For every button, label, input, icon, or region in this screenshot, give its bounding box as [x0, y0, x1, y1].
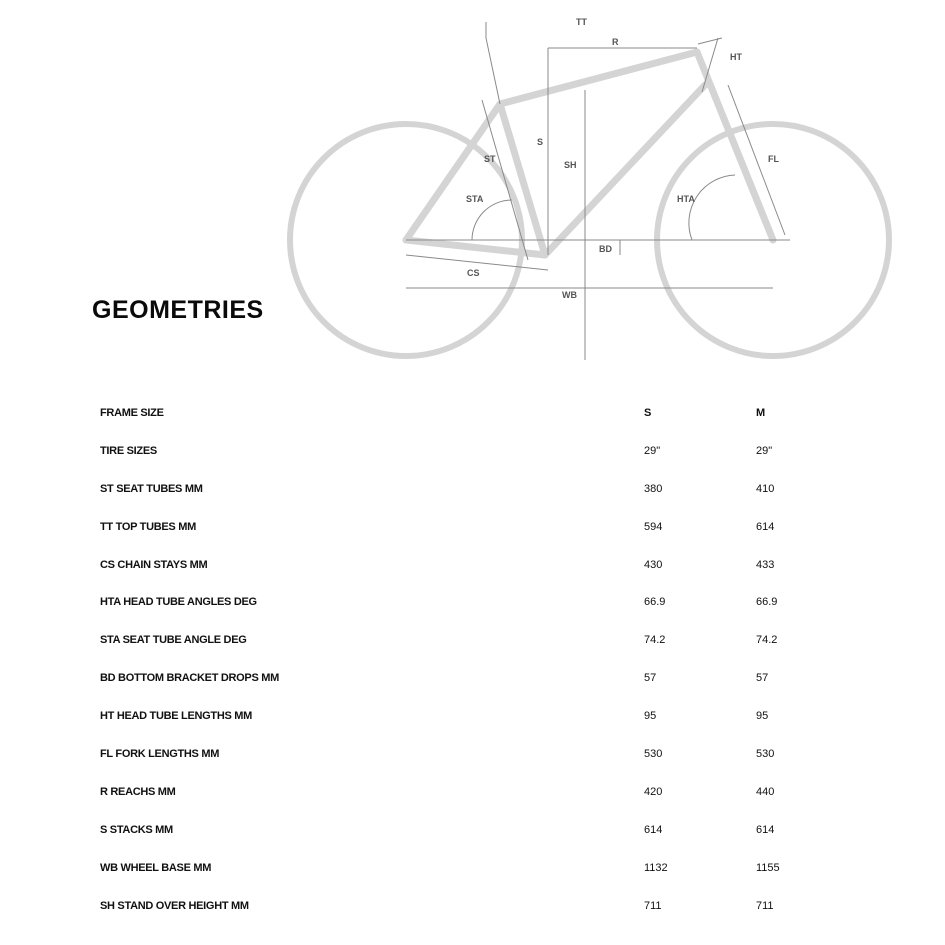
row-value-m: 74.2 — [756, 634, 778, 647]
geometry-table — [0, 396, 945, 926]
row-label: FL FORK LENGTHS MM — [100, 748, 220, 761]
label-sta: STA — [466, 194, 484, 204]
row-value-s: 530 — [644, 748, 663, 761]
label-wb: WB — [562, 290, 577, 300]
row-value-m: 530 — [756, 748, 775, 761]
table-row — [0, 851, 945, 889]
table-row — [0, 548, 945, 586]
label-hta: HTA — [677, 194, 695, 204]
label-s: S — [537, 137, 544, 147]
row-label: HT HEAD TUBE LENGTHS MM — [100, 710, 252, 723]
row-value-s: 380 — [644, 482, 663, 495]
label-tt: TT — [576, 17, 587, 27]
row-label: SH STAND OVER HEIGHT MM — [100, 899, 249, 912]
label-sh: SH — [564, 160, 577, 170]
row-value-s: 29" — [644, 444, 661, 457]
row-value-s: 74.2 — [644, 634, 666, 647]
row-value-m: 95 — [756, 710, 769, 723]
row-value-s: 57 — [644, 672, 657, 685]
table-row — [0, 585, 945, 623]
label-fl: FL — [768, 154, 779, 164]
row-value-s: 1132 — [644, 861, 668, 874]
label-bd: BD — [599, 244, 612, 254]
row-value-m: 711 — [756, 899, 774, 912]
table-row — [0, 699, 945, 737]
row-value-s: 711 — [644, 899, 662, 912]
table-row — [0, 813, 945, 851]
row-value-m: 614 — [756, 520, 775, 533]
table-row — [0, 737, 945, 775]
table-row — [0, 889, 945, 927]
row-value-s: 66.9 — [644, 596, 666, 609]
header-size-m: M — [756, 407, 766, 419]
row-label: CS CHAIN STAYS MM — [100, 558, 208, 571]
row-value-m: 29" — [756, 444, 773, 457]
label-ht: HT — [730, 52, 742, 62]
row-value-m: 614 — [756, 823, 775, 836]
row-value-m: 57 — [756, 672, 769, 685]
row-value-s: 614 — [644, 823, 663, 836]
table-row — [0, 472, 945, 510]
header-frame-size: FRAME SIZE — [100, 407, 164, 419]
table-header-row — [0, 396, 945, 434]
header-size-s: S — [644, 407, 652, 419]
row-value-s: 430 — [644, 558, 663, 571]
table-row — [0, 434, 945, 472]
row-label: WB WHEEL BASE MM — [100, 861, 212, 874]
row-value-m: 410 — [756, 482, 775, 495]
row-value-m: 1155 — [756, 861, 780, 874]
table-row — [0, 775, 945, 813]
label-st: ST — [484, 154, 496, 164]
label-r: R — [612, 37, 619, 47]
row-label: R REACHS MM — [100, 785, 176, 798]
dimension-lines — [406, 22, 790, 360]
table-row — [0, 623, 945, 661]
row-value-s: 420 — [644, 785, 663, 798]
label-cs: CS — [467, 268, 480, 278]
row-value-s: 594 — [644, 520, 663, 533]
row-value-s: 95 — [644, 710, 657, 723]
row-label: TIRE SIZES — [100, 444, 157, 457]
table-row — [0, 510, 945, 548]
table-row — [0, 661, 945, 699]
row-label: S STACKS MM — [100, 823, 173, 836]
row-label: TT TOP TUBES MM — [100, 520, 196, 533]
row-label: HTA HEAD TUBE ANGLES DEG — [100, 596, 257, 609]
row-value-m: 66.9 — [756, 596, 778, 609]
row-label: ST SEAT TUBES MM — [100, 482, 203, 495]
row-value-m: 433 — [756, 558, 775, 571]
row-label: STA SEAT TUBE ANGLE DEG — [100, 634, 247, 647]
page-title: GEOMETRIES — [92, 296, 264, 324]
row-value-m: 440 — [756, 785, 775, 798]
row-label: BD BOTTOM BRACKET DROPS MM — [100, 672, 279, 685]
bike-frame — [406, 52, 773, 255]
